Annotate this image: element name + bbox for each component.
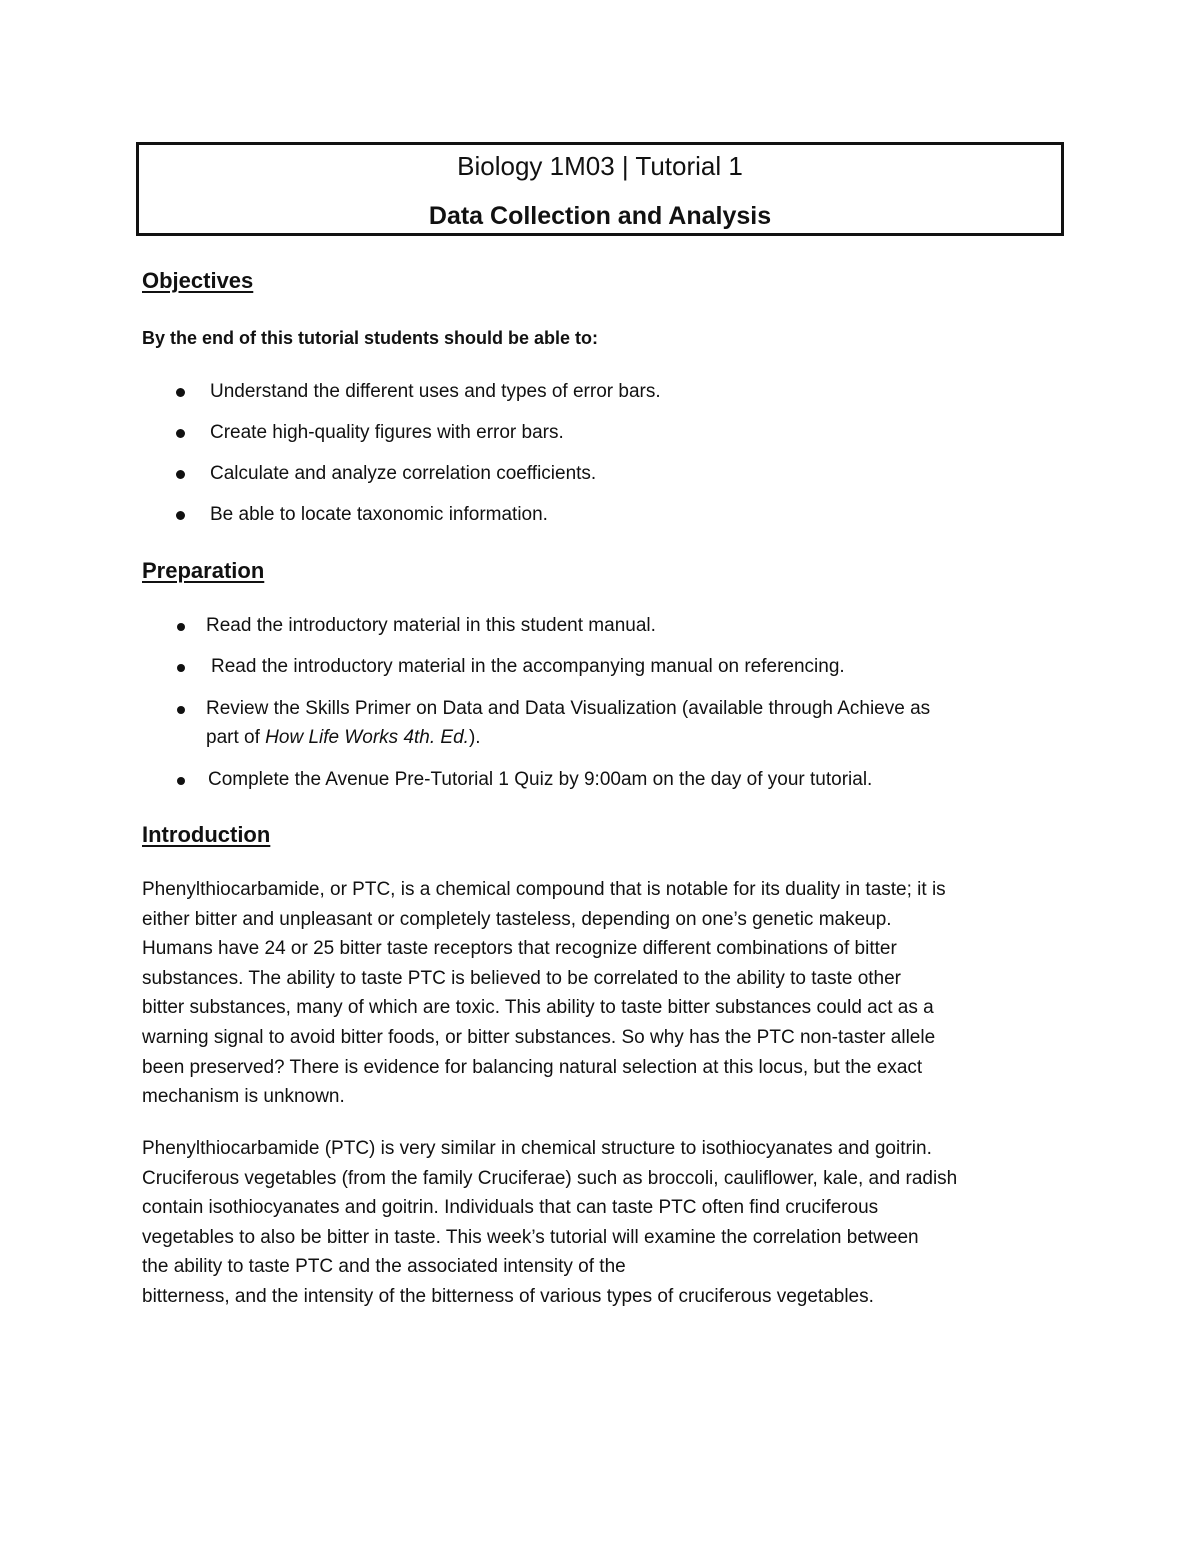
paragraph-line: vegetables to also be bitter in taste. This week’s tutorial will examine the correlation between	[142, 1226, 919, 1248]
preparation-heading: Preparation	[142, 558, 265, 583]
bullet-icon	[177, 706, 185, 714]
paragraph-line: warning signal to avoid bitter foods, or bitter substances. So why has the PTC non-taster allele	[142, 1026, 936, 1048]
bullet-icon	[177, 664, 185, 672]
paragraph-line: Humans have 24 or 25 bitter taste receptors that recognize different combinations of bitter	[142, 938, 897, 960]
introduction-paragraph-1	[142, 875, 1072, 1112]
paragraph-line: been preserved? There is evidence for balancing natural selection at this locus, but the exact	[142, 1056, 923, 1078]
bullet-icon	[177, 623, 185, 631]
bullet-icon	[177, 777, 185, 785]
paragraph-line: contain isothiocyanates and goitrin. Individuals that can taste PTC often find cruciferous	[142, 1197, 879, 1219]
title-box	[136, 142, 1064, 236]
paragraph-line: Phenylthiocarbamide, or PTC, is a chemical compound that is notable for its duality in taste; it is	[142, 879, 946, 900]
bullet-icon	[176, 470, 185, 479]
preparation-item: Complete the Avenue Pre-Tutorial 1 Quiz by 9:00am on the day of your tutorial.	[208, 769, 873, 790]
bullet-icon	[176, 429, 185, 438]
preparation-item: Review the Skills Primer on Data and Data Visualization (available through Achieve as	[206, 698, 931, 719]
paragraph-line: the ability to taste PTC and the associated intensity of the	[142, 1256, 626, 1278]
objective-item: Calculate and analyze correlation coefficients.	[210, 463, 597, 484]
continuation-suffix: ).	[468, 727, 481, 748]
paragraph-line: mechanism is unknown.	[142, 1086, 345, 1108]
continuation-prefix: part of	[206, 727, 266, 748]
paragraph-line: Phenylthiocarbamide (PTC) is very similar in chemical structure to isothiocyanates and goitrin.	[142, 1138, 932, 1159]
paragraph-line: bitterness, and the intensity of the bitterness of various types of cruciferous vegetables.	[142, 1285, 874, 1307]
document-subtitle: Data Collection and Analysis	[428, 202, 772, 230]
course-title: Biology 1M03 | Tutorial 1	[457, 151, 743, 181]
paragraph-line: substances. The ability to taste PTC is believed to be correlated to the ability to taste other	[142, 967, 902, 989]
objectives-lead: By the end of this tutorial students should be able to:	[142, 328, 599, 348]
preparation-item: Read the introductory material in the accompanying manual on referencing.	[211, 656, 845, 677]
preparation-item-continuation	[206, 723, 481, 752]
paragraph-line: bitter substances, many of which are toxic. This ability to taste bitter substances could act as a	[142, 997, 934, 1019]
introduction-heading: Introduction	[142, 822, 271, 847]
objectives-heading: Objectives	[142, 268, 254, 293]
objective-item: Be able to locate taxonomic information.	[210, 504, 548, 525]
introduction-paragraph-2	[142, 1134, 1072, 1312]
paragraph-line: either bitter and unpleasant or completely tasteless, depending on one’s genetic makeup.	[142, 908, 892, 930]
paragraph-line: Cruciferous vegetables (from the family Cruciferae) such as broccoli, cauliflower, kale, and radish	[142, 1167, 958, 1189]
bullet-icon	[176, 388, 185, 397]
bullet-icon	[176, 511, 185, 520]
objective-item: Create high-quality figures with error bars.	[210, 422, 564, 443]
book-title: How Life Works 4th. Ed.	[265, 727, 469, 748]
preparation-item: Read the introductory material in this student manual.	[206, 615, 656, 636]
objective-item: Understand the different uses and types of error bars.	[210, 381, 661, 402]
